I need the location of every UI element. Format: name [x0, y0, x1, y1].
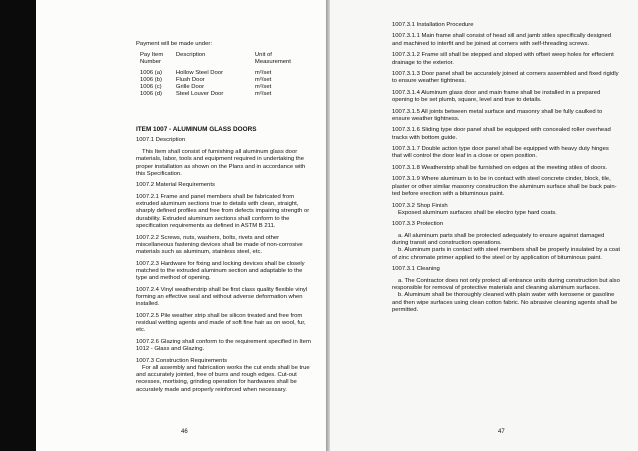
paragraph: 1007.2.1 Frame and panel members shall be fabricated from extruded aluminum sections true to details with clean, straight, sharply defined profiles and free from defects impairing strength or durability. Extruded aluminum sections shall conform to the specification requirements as defined in ASTM B 211.: [136, 193, 310, 230]
paragraph: 1007.2.2 Screws, nuts, washers, bolts, rivets and other miscellaneous fastening devices shall be made of non-corrosive materials such as aluminum, stainless steel, etc.: [136, 234, 303, 256]
paragraph: 1007.3.1.3 Door panel shall be accurately joined at corners assembled and fixed rigidly to ensure weather tightness.: [392, 71, 619, 85]
left-page-content: [136, 41, 312, 98]
section-heading: 1007.1 Description: [136, 137, 186, 144]
paragraph: Exposed aluminum surfaces shall be electro type hard coats.: [398, 209, 557, 216]
section-heading: 1007.3 Construction Requirements: [136, 357, 228, 364]
paragraph: 1007.2.5 Pile weather strip shall be silicon treated and free from residual wetting agents and made of soft fine hair as on wool, fur, etc.: [136, 312, 306, 334]
right-page: [330, 0, 638, 451]
section-heading: 1007.3.3 Protection: [392, 221, 444, 228]
paragraph: This Item shall consist of furnishing all aluminum glass door materials, labor, tools and equipment required in undertaking the proper installation as shown on the Plans and in accordance with this Specification.: [136, 148, 306, 177]
section-heading: 1007.3.1 Installation Procedure: [392, 22, 474, 28]
paragraph: 1007.3.1.2 Frame sill shall be stepped and sloped with offset weep holes for effecient drainage to the exterior.: [392, 52, 614, 66]
table-row: 1006 (b) Flush Door m²/set: [140, 77, 272, 84]
paragraph: 1007.2.3 Hardware for fixing and locking devices shall be closely matched to the extruded aluminum section and adaptable to the type and method of opening.: [136, 260, 305, 282]
item-1007-section: [136, 126, 312, 394]
paragraph: 1007.3.1.9 Where aluminum is to be in contact with steel concrete cinder, block, tile, plaster or other similar masonry construction the aluminum surface shall be back pain-ted before erection with a bituminous paint.: [392, 176, 617, 198]
header-unit: Unit of Measurement: [254, 52, 291, 66]
table-row: 1006 (c) Grille Door m²/set: [140, 84, 272, 91]
paragraph: b. Aluminum shall be thoroughly cleaned with plain water with kerosene or gasoline and then wipe surfaces using clean cotton fabric. No abrasive cleaning agents shall be permitted.: [392, 292, 618, 313]
paragraph: 1007.3.1.7 Double action type door panel shall be equipped with heavy duty hinges that will control the door leaf in a close or open position.: [392, 146, 609, 160]
table-row: 1006 (a) Hollow Steel Door m²/set: [140, 70, 272, 77]
paragraph: 1007.3.1.6 Sliding type door panel shall be equipped with concealed roller overhead tracks with bottom guide.: [392, 127, 611, 141]
section-heading: 1007.2 Material Requirements: [136, 182, 215, 189]
pay-item-table: [136, 52, 312, 98]
payment-intro: Payment will be made under:: [136, 41, 212, 47]
page-number-right: 47: [498, 429, 505, 435]
paragraph: 1007.3.1.4 Aluminum glass door and main frame shall be installed in a prepared opening to be set plumb, square, level and true to details.: [392, 89, 601, 104]
paragraph: For all assembly and fabrication works the cut ends shall be true and accurately jointed, free of burrs and rough edges. Cut-out recesses, mortising, grinding operation for hardwares shall be accurately made and properly reinforced when necessary.: [136, 364, 310, 393]
item-title: ITEM 1007 - ALUMINUM GLASS DOORS: [136, 126, 257, 133]
header-pay-item: Pay Item Number: [140, 52, 164, 66]
paragraph: 1007.3.1.8 Weatherstrip shall be furnished on edges at the meeting stiles of doors.: [392, 164, 608, 171]
page-number-left: 46: [181, 429, 188, 435]
book-spread: [36, 0, 638, 451]
paragraph: 1007.3.1.1 Main frame shall consist of head sill and jamb stiles specifically designed and machined to interfit and be joined at corners with self-threading screws.: [392, 33, 612, 47]
table-row: 1006 (d) Steel Louver Door m²/set: [140, 91, 272, 98]
left-page: [36, 0, 326, 451]
pay-table-header: [136, 52, 312, 70]
paragraph: 1007.2.4 Vinyl weatherstrip shall be first class quality flexible vinyl forming an effective seal and without adverse deformation when installed.: [136, 286, 308, 308]
header-description: Description: [175, 52, 206, 59]
paragraph: 1007.2.6 Glazing shall conform to the requirement specified in Item 1012 - Glass and Glazing.: [136, 338, 311, 353]
paragraph: a. All aluminum parts shall be protected adequately to ensure against damaged during transit and construction operations.: [392, 232, 605, 247]
paragraph: 1007.3.1.5 All joints between metal surface and masonry shall be fully caulked to ensure weather tightness.: [392, 108, 603, 122]
section-heading: 1007.3.1 Cleaning: [392, 266, 440, 273]
paragraph: a. The Contractor does not only protect all entrance units during construction but also responsible for removal of protective materials and cleaning aluminum surfaces.: [392, 277, 620, 291]
dark-background-edge: [0, 0, 36, 451]
right-page-content: [392, 22, 620, 314]
section-heading: 1007.3.2 Shop Finish: [392, 202, 448, 209]
paragraph: b. Aluminum parts in contact with steel members shall be properly insulated by a coat of zinc chromate primer applied to the steel or by application of bituminous paint.: [392, 247, 620, 261]
